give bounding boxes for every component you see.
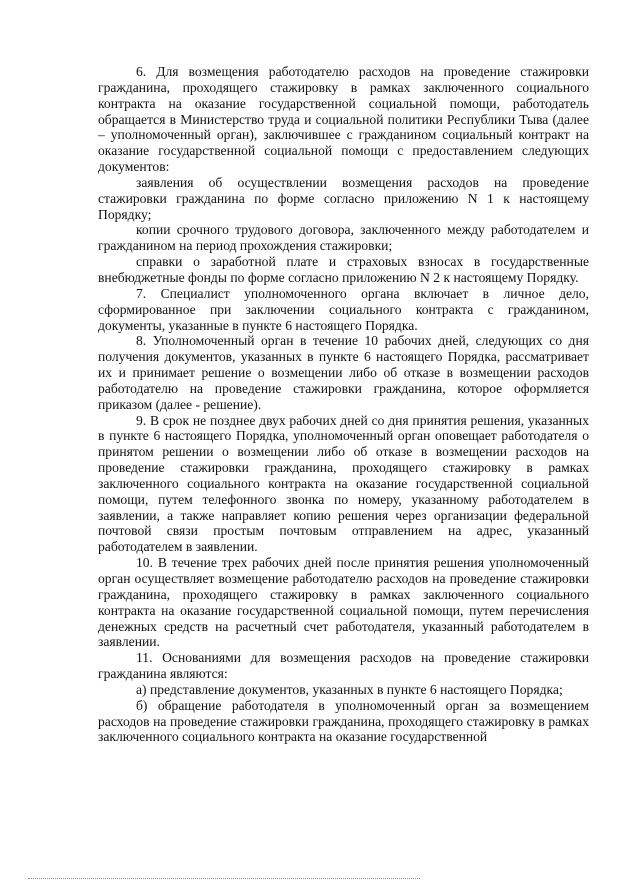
paragraph-6-item-application: заявления об осуществлении возмещения расходов на проведение стажировки гражданина по форме согласно приложению N 1 к настоящему Порядку;	[98, 174, 589, 222]
paragraph-11-item-b: б) обращение работодателя в уполномоченный орган за возмещением расходов на проведение стажировки гражданина, проходящего стажировку в рамках заключенного социального контракта на оказание государственной	[98, 697, 589, 745]
paragraph-6-item-contract-copy: копии срочного трудового договора, заключенного между работодателем и гражданином на период прохождения стажировки;	[98, 222, 589, 254]
paragraph-7: 7. Специалист уполномоченного органа включает в личное дело, сформированное при заключении социального контракта с гражданином, документы, указанные в пункте 6 настоящего Порядка.	[98, 285, 589, 333]
document-body	[98, 64, 589, 745]
paragraph-9: 9. В срок не позднее двух рабочих дней со дня принятия решения, указанных в пункте 6 настоящего Порядка, уполномоченный орган оповещает работодателя о принятом решении о возмещении либо об отказе в возмещении расходов на проведение стажировки гражданина, проходящего стажировку в рамках заключенного социального контракта на оказание государственной социальной помощи, путем телефонного звонка по номеру, указанному работодателем в заявлении, а также направляет копию решения через организации федеральной почтовой связи простым почтовым отправлением на адрес, указанный работодателем в заявлении.	[98, 412, 589, 555]
paragraph-11-item-a: а) представление документов, указанных в пункте 6 настоящего Порядка;	[136, 681, 563, 697]
paragraph-11: 11. Основаниями для возмещения расходов на проведение стажировки гражданина являются:	[98, 650, 589, 682]
paragraph-10: 10. В течение трех рабочих дней после принятия решения уполномоченный орган осуществляет возмещение работодателю расходов на проведение стажировки гражданина, проходящего стажировку в рамках заключенного социального контракта на оказание государственной социальной помощи, путем перечисления денежных средств на расчетный счет работодателя, указанный работодателем в заявлении.	[98, 555, 589, 650]
paragraph-6-item-salary-certificate: справки о заработной плате и страховых взносах в государственные внебюджетные фонды по форме согласно приложению N 2 к настоящему Порядку.	[98, 254, 589, 285]
footer-divider	[28, 878, 420, 879]
paragraph-6: 6. Для возмещения работодателю расходов на проведение стажировки гражданина, проходящего стажировку в рамках заключенного социального контракта на оказание государственной социальной помощи, работодатель обращается в Министерство труда и социальной политики Республики Тыва (далее – уполномоченный орган), заключившее с гражданином социальный контракт на оказание государственной социальной помощи с предоставлением следующих документов:	[98, 64, 589, 175]
paragraph-8: 8. Уполномоченный орган в течение 10 рабочих дней, следующих со дня получения документов, указанных в пункте 6 настоящего Порядка, рассматривает их и принимает решение о возмещении либо об отказе в возмещении расходов работодателю на проведение стажировки гражданина, которое оформляется приказом (далее - решение).	[98, 333, 589, 412]
